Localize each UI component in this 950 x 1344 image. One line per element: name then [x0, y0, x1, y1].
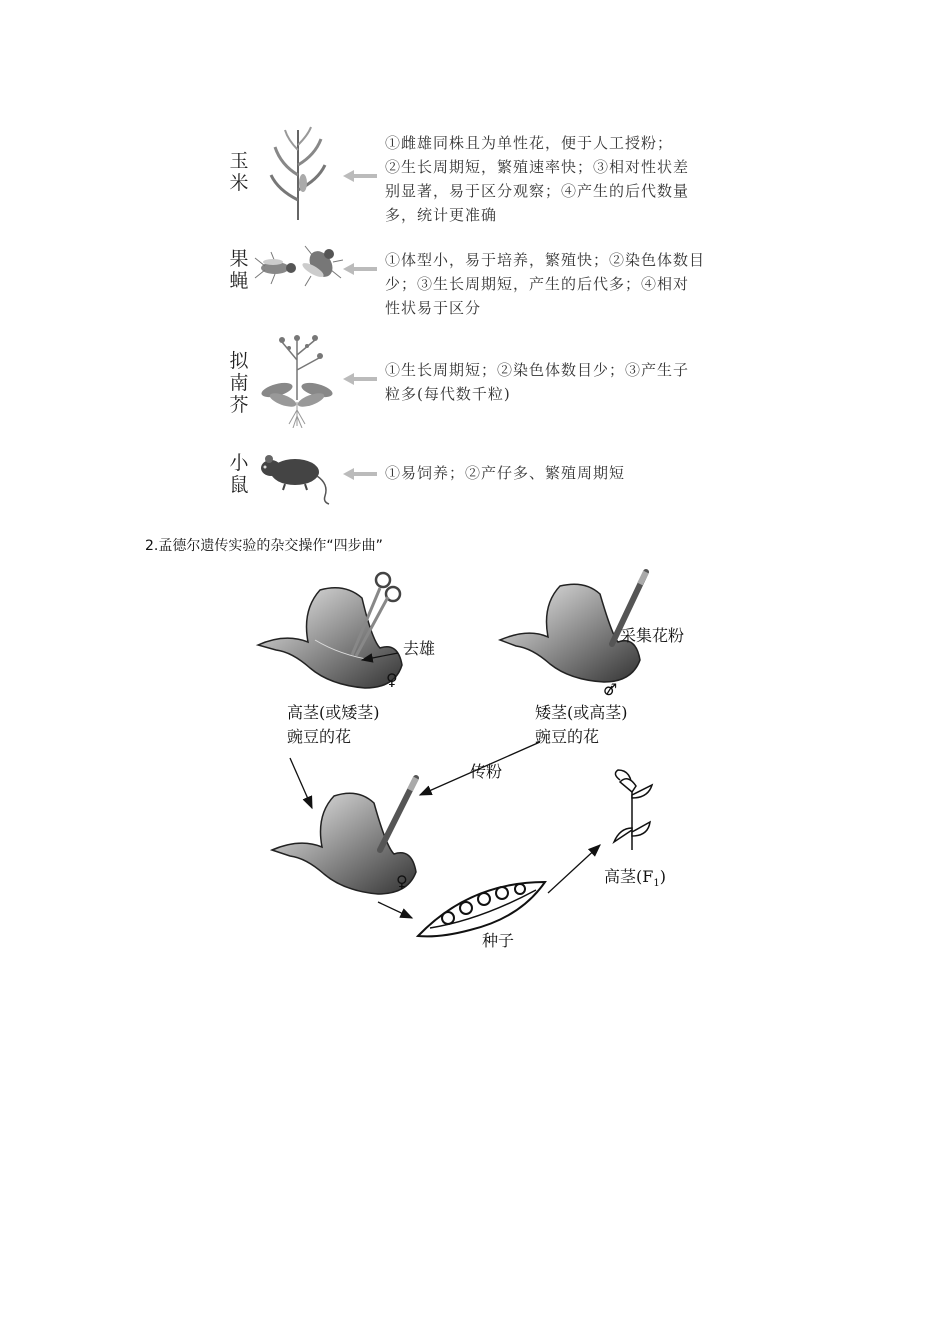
trait-line: ②生长周期短，繁殖速率快；③相对性状差	[385, 158, 690, 176]
trait-line: ①易饲养；②产仔多、繁殖周期短	[385, 464, 626, 482]
emasculate-label: 去雄	[403, 639, 436, 658]
trait-line: ①雌雄同株且为单性花，便于人工授粉；	[385, 134, 674, 152]
female-symbol: ♀	[386, 670, 398, 689]
brush-icon	[380, 778, 416, 850]
male-symbol: ♂	[603, 680, 618, 699]
flower-pollinated	[272, 793, 416, 894]
seed-label: 种子	[482, 931, 515, 950]
trait-line: 多，统计更准确	[385, 206, 498, 224]
flower-emasculation	[258, 588, 402, 688]
trait-line: 性状易于区分	[385, 299, 482, 317]
arrow-to-pollination	[290, 758, 312, 808]
trait-line: 别显著，易于区分观察；④产生的后代数量	[385, 182, 690, 200]
organism-name: 小鼠	[229, 452, 249, 496]
section-title: 2.孟德尔遗传实验的杂交操作“四步曲”	[145, 538, 383, 554]
short-flower-label-2: 豌豆的花	[535, 727, 600, 746]
collect-pollen-label: 采集花粉	[620, 626, 685, 645]
offspring-subscript: 1	[653, 878, 660, 890]
organism-name: 玉米	[229, 150, 249, 194]
short-flower-label: 矮茎(或高茎)	[535, 703, 628, 722]
organism-name: 果蝇	[229, 248, 249, 292]
trait-line: 粒多(每代数千粒)	[385, 385, 511, 403]
organism-name: 拟南芥	[229, 350, 249, 416]
trait-line: 少；③生长周期短，产生的后代多；④相对	[385, 275, 690, 293]
tall-flower-label-2: 豌豆的花	[287, 727, 352, 746]
pollinate-label: 传粉	[470, 762, 503, 781]
female-symbol: ♀	[396, 872, 408, 891]
trait-line: ①体型小，易于培养，繁殖快；②染色体数目	[385, 251, 706, 269]
tall-flower-label: 高茎(或矮茎)	[287, 703, 380, 722]
offspring-label	[604, 864, 666, 889]
arrow-to-offspring	[548, 845, 600, 893]
offspring-suffix: )	[659, 867, 666, 886]
seedling-image	[614, 770, 652, 850]
arrow-to-seed	[378, 902, 412, 918]
offspring-prefix: 高茎(F	[604, 867, 654, 886]
trait-line: ①生长周期短；②染色体数目少；③产生子	[385, 361, 690, 379]
